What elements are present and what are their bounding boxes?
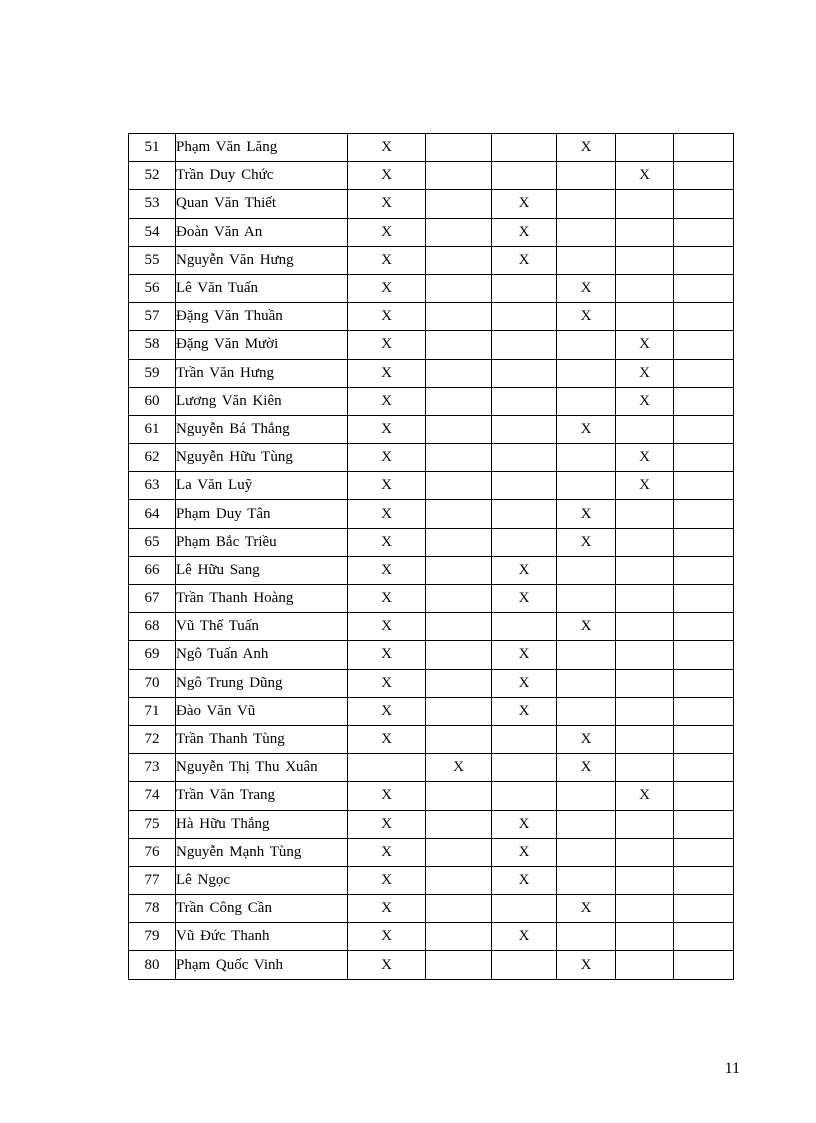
mark-cell-1: X [348, 218, 426, 246]
mark-cell-5 [616, 754, 674, 782]
mark-cell-6 [674, 387, 734, 415]
mark-cell-1 [348, 754, 426, 782]
row-number: 71 [129, 697, 176, 725]
mark-cell-6 [674, 556, 734, 584]
row-number: 62 [129, 444, 176, 472]
mark-cell-2 [426, 134, 492, 162]
row-number: 51 [129, 134, 176, 162]
table-row [129, 500, 734, 528]
mark-cell-4: X [557, 895, 616, 923]
person-name: Đặng Văn Mười [176, 331, 348, 359]
person-name: Lê Ngọc [176, 866, 348, 894]
mark-cell-2 [426, 641, 492, 669]
table-row [129, 246, 734, 274]
mark-cell-3: X [492, 190, 557, 218]
row-number: 52 [129, 162, 176, 190]
mark-cell-1: X [348, 274, 426, 302]
table-row [129, 472, 734, 500]
mark-cell-5 [616, 274, 674, 302]
mark-cell-5 [616, 528, 674, 556]
person-name: Vũ Đức Thanh [176, 923, 348, 951]
mark-cell-5 [616, 556, 674, 584]
mark-cell-3: X [492, 556, 557, 584]
mark-cell-1: X [348, 472, 426, 500]
person-name: Lê Văn Tuấn [176, 274, 348, 302]
mark-cell-1: X [348, 669, 426, 697]
mark-cell-6 [674, 641, 734, 669]
mark-cell-4: X [557, 415, 616, 443]
mark-cell-3 [492, 274, 557, 302]
person-name: Đào Văn Vũ [176, 697, 348, 725]
mark-cell-6 [674, 866, 734, 894]
row-number: 75 [129, 810, 176, 838]
mark-cell-4 [557, 359, 616, 387]
mark-cell-6 [674, 923, 734, 951]
mark-cell-4: X [557, 303, 616, 331]
mark-cell-6 [674, 669, 734, 697]
mark-cell-2 [426, 500, 492, 528]
mark-cell-2 [426, 190, 492, 218]
mark-cell-3 [492, 782, 557, 810]
table-row [129, 669, 734, 697]
mark-cell-4 [557, 556, 616, 584]
mark-cell-1: X [348, 556, 426, 584]
mark-cell-1: X [348, 866, 426, 894]
mark-cell-5 [616, 923, 674, 951]
row-number: 61 [129, 415, 176, 443]
mark-cell-5: X [616, 387, 674, 415]
table-row [129, 585, 734, 613]
mark-cell-5 [616, 613, 674, 641]
mark-cell-6 [674, 472, 734, 500]
row-number: 72 [129, 725, 176, 753]
mark-cell-3: X [492, 810, 557, 838]
mark-cell-3: X [492, 923, 557, 951]
mark-cell-1: X [348, 387, 426, 415]
row-number: 57 [129, 303, 176, 331]
mark-cell-5: X [616, 359, 674, 387]
mark-cell-2 [426, 162, 492, 190]
person-name: Nguyễn Văn Hưng [176, 246, 348, 274]
mark-cell-5 [616, 810, 674, 838]
mark-cell-6 [674, 725, 734, 753]
mark-cell-5 [616, 585, 674, 613]
mark-cell-1: X [348, 500, 426, 528]
mark-cell-4 [557, 444, 616, 472]
person-name: Nguyễn Bá Thắng [176, 415, 348, 443]
row-number: 60 [129, 387, 176, 415]
person-name: La Văn Luỹ [176, 472, 348, 500]
mark-cell-2 [426, 444, 492, 472]
row-number: 56 [129, 274, 176, 302]
row-number: 73 [129, 754, 176, 782]
mark-cell-3: X [492, 669, 557, 697]
mark-cell-4 [557, 246, 616, 274]
mark-cell-2 [426, 669, 492, 697]
mark-cell-3 [492, 444, 557, 472]
person-name: Đặng Văn Thuần [176, 303, 348, 331]
row-number: 55 [129, 246, 176, 274]
person-name: Nguyễn Thị Thu Xuân [176, 754, 348, 782]
table-row [129, 895, 734, 923]
mark-cell-5 [616, 500, 674, 528]
row-number: 70 [129, 669, 176, 697]
person-name: Ngô Tuấn Anh [176, 641, 348, 669]
mark-cell-2 [426, 923, 492, 951]
mark-cell-6 [674, 331, 734, 359]
person-name: Phạm Duy Tân [176, 500, 348, 528]
mark-cell-3 [492, 500, 557, 528]
mark-cell-5 [616, 838, 674, 866]
mark-cell-2 [426, 246, 492, 274]
mark-cell-3 [492, 725, 557, 753]
mark-cell-5 [616, 895, 674, 923]
mark-cell-4 [557, 190, 616, 218]
mark-cell-2 [426, 613, 492, 641]
row-number: 53 [129, 190, 176, 218]
row-number: 77 [129, 866, 176, 894]
mark-cell-4 [557, 669, 616, 697]
row-number: 79 [129, 923, 176, 951]
mark-cell-5 [616, 641, 674, 669]
mark-cell-4 [557, 162, 616, 190]
row-number: 63 [129, 472, 176, 500]
mark-cell-1: X [348, 810, 426, 838]
mark-cell-1: X [348, 697, 426, 725]
mark-cell-4: X [557, 274, 616, 302]
mark-cell-3: X [492, 838, 557, 866]
mark-cell-6 [674, 415, 734, 443]
mark-cell-3 [492, 472, 557, 500]
row-number: 58 [129, 331, 176, 359]
mark-cell-1: X [348, 444, 426, 472]
mark-cell-1: X [348, 923, 426, 951]
mark-cell-2 [426, 303, 492, 331]
mark-cell-6 [674, 190, 734, 218]
mark-cell-6 [674, 782, 734, 810]
mark-cell-6 [674, 895, 734, 923]
mark-cell-3: X [492, 641, 557, 669]
table-row [129, 528, 734, 556]
mark-cell-6 [674, 444, 734, 472]
mark-cell-6 [674, 134, 734, 162]
mark-cell-3 [492, 134, 557, 162]
table-row [129, 725, 734, 753]
mark-cell-6 [674, 613, 734, 641]
mark-cell-4 [557, 866, 616, 894]
table-row [129, 810, 734, 838]
mark-cell-4: X [557, 528, 616, 556]
person-name: Lê Hữu Sang [176, 556, 348, 584]
mark-cell-5 [616, 303, 674, 331]
mark-cell-1: X [348, 725, 426, 753]
mark-cell-4 [557, 697, 616, 725]
person-name: Trần Văn Hưng [176, 359, 348, 387]
page-number: 11 [724, 1060, 740, 1077]
mark-cell-3: X [492, 585, 557, 613]
mark-cell-4: X [557, 754, 616, 782]
person-name: Nguyễn Mạnh Tùng [176, 838, 348, 866]
mark-cell-3 [492, 331, 557, 359]
row-number: 59 [129, 359, 176, 387]
mark-cell-1: X [348, 613, 426, 641]
table-row [129, 331, 734, 359]
table-row [129, 754, 734, 782]
mark-cell-2 [426, 895, 492, 923]
table-row [129, 556, 734, 584]
table-row [129, 641, 734, 669]
mark-cell-5: X [616, 331, 674, 359]
mark-cell-5: X [616, 782, 674, 810]
mark-cell-6 [674, 274, 734, 302]
mark-cell-6 [674, 951, 734, 979]
mark-cell-1: X [348, 782, 426, 810]
table-row [129, 697, 734, 725]
mark-cell-1: X [348, 641, 426, 669]
mark-cell-6 [674, 218, 734, 246]
mark-cell-4 [557, 585, 616, 613]
mark-cell-2: X [426, 754, 492, 782]
mark-cell-6 [674, 697, 734, 725]
row-number: 80 [129, 951, 176, 979]
mark-cell-4: X [557, 134, 616, 162]
mark-cell-4: X [557, 613, 616, 641]
mark-cell-6 [674, 359, 734, 387]
person-name: Hà Hữu Thắng [176, 810, 348, 838]
mark-cell-2 [426, 585, 492, 613]
mark-cell-3 [492, 951, 557, 979]
mark-cell-3: X [492, 697, 557, 725]
mark-cell-2 [426, 359, 492, 387]
row-number: 74 [129, 782, 176, 810]
table-row [129, 134, 734, 162]
mark-cell-2 [426, 556, 492, 584]
table-row [129, 444, 734, 472]
mark-cell-4: X [557, 500, 616, 528]
table-row [129, 782, 734, 810]
row-number: 65 [129, 528, 176, 556]
mark-cell-1: X [348, 246, 426, 274]
mark-cell-4: X [557, 725, 616, 753]
mark-cell-1: X [348, 895, 426, 923]
mark-cell-2 [426, 528, 492, 556]
person-name: Nguyễn Hữu Tùng [176, 444, 348, 472]
mark-cell-4 [557, 782, 616, 810]
mark-cell-4 [557, 923, 616, 951]
person-name: Lương Văn Kiên [176, 387, 348, 415]
mark-cell-2 [426, 951, 492, 979]
mark-cell-4 [557, 641, 616, 669]
table-row [129, 359, 734, 387]
mark-cell-5 [616, 697, 674, 725]
mark-cell-6 [674, 585, 734, 613]
person-name: Vũ Thế Tuấn [176, 613, 348, 641]
table-row [129, 415, 734, 443]
mark-cell-4 [557, 838, 616, 866]
row-number: 68 [129, 613, 176, 641]
mark-cell-6 [674, 162, 734, 190]
roster-body [129, 134, 734, 980]
mark-cell-5 [616, 134, 674, 162]
mark-cell-5 [616, 669, 674, 697]
mark-cell-3 [492, 162, 557, 190]
mark-cell-1: X [348, 951, 426, 979]
table-row [129, 303, 734, 331]
mark-cell-6 [674, 838, 734, 866]
mark-cell-3 [492, 528, 557, 556]
mark-cell-4 [557, 472, 616, 500]
row-number: 54 [129, 218, 176, 246]
mark-cell-5: X [616, 444, 674, 472]
row-number: 78 [129, 895, 176, 923]
mark-cell-5 [616, 415, 674, 443]
mark-cell-6 [674, 246, 734, 274]
mark-cell-2 [426, 415, 492, 443]
mark-cell-3 [492, 754, 557, 782]
mark-cell-1: X [348, 528, 426, 556]
mark-cell-2 [426, 218, 492, 246]
mark-cell-3: X [492, 218, 557, 246]
table-row [129, 190, 734, 218]
row-number: 67 [129, 585, 176, 613]
mark-cell-1: X [348, 415, 426, 443]
mark-cell-5: X [616, 162, 674, 190]
mark-cell-2 [426, 838, 492, 866]
mark-cell-1: X [348, 359, 426, 387]
mark-cell-5 [616, 246, 674, 274]
mark-cell-3 [492, 613, 557, 641]
mark-cell-5 [616, 190, 674, 218]
mark-cell-1: X [348, 134, 426, 162]
person-name: Đoàn Văn An [176, 218, 348, 246]
table-row [129, 866, 734, 894]
mark-cell-1: X [348, 303, 426, 331]
mark-cell-6 [674, 754, 734, 782]
mark-cell-1: X [348, 331, 426, 359]
mark-cell-4 [557, 387, 616, 415]
table-row [129, 838, 734, 866]
person-name: Quan Văn Thiết [176, 190, 348, 218]
mark-cell-5 [616, 951, 674, 979]
person-name: Phạm Quốc Vinh [176, 951, 348, 979]
table-row [129, 387, 734, 415]
person-name: Trần Thanh Hoàng [176, 585, 348, 613]
row-number: 69 [129, 641, 176, 669]
mark-cell-6 [674, 810, 734, 838]
mark-cell-1: X [348, 190, 426, 218]
table-row [129, 218, 734, 246]
mark-cell-4 [557, 331, 616, 359]
mark-cell-3: X [492, 246, 557, 274]
person-name: Phạm Văn Lăng [176, 134, 348, 162]
mark-cell-2 [426, 810, 492, 838]
mark-cell-2 [426, 697, 492, 725]
person-name: Trần Công Cần [176, 895, 348, 923]
mark-cell-4 [557, 810, 616, 838]
mark-cell-1: X [348, 585, 426, 613]
person-name: Trần Duy Chức [176, 162, 348, 190]
row-number: 64 [129, 500, 176, 528]
table-row [129, 162, 734, 190]
table-row [129, 951, 734, 979]
mark-cell-5 [616, 218, 674, 246]
mark-cell-2 [426, 472, 492, 500]
table-row [129, 923, 734, 951]
mark-cell-2 [426, 387, 492, 415]
mark-cell-1: X [348, 838, 426, 866]
table-row [129, 613, 734, 641]
mark-cell-3: X [492, 866, 557, 894]
person-name: Ngô Trung Dũng [176, 669, 348, 697]
row-number: 76 [129, 838, 176, 866]
mark-cell-4: X [557, 951, 616, 979]
mark-cell-5 [616, 725, 674, 753]
table-row [129, 274, 734, 302]
mark-cell-3 [492, 303, 557, 331]
mark-cell-2 [426, 866, 492, 894]
mark-cell-2 [426, 782, 492, 810]
roster-table [128, 133, 734, 980]
mark-cell-5 [616, 866, 674, 894]
mark-cell-6 [674, 528, 734, 556]
person-name: Trần Thanh Tùng [176, 725, 348, 753]
mark-cell-1: X [348, 162, 426, 190]
mark-cell-4 [557, 218, 616, 246]
mark-cell-6 [674, 303, 734, 331]
mark-cell-6 [674, 500, 734, 528]
person-name: Phạm Bắc Triều [176, 528, 348, 556]
mark-cell-2 [426, 725, 492, 753]
mark-cell-2 [426, 274, 492, 302]
mark-cell-3 [492, 387, 557, 415]
mark-cell-5: X [616, 472, 674, 500]
person-name: Trần Văn Trang [176, 782, 348, 810]
row-number: 66 [129, 556, 176, 584]
mark-cell-3 [492, 895, 557, 923]
mark-cell-2 [426, 331, 492, 359]
mark-cell-3 [492, 359, 557, 387]
mark-cell-3 [492, 415, 557, 443]
